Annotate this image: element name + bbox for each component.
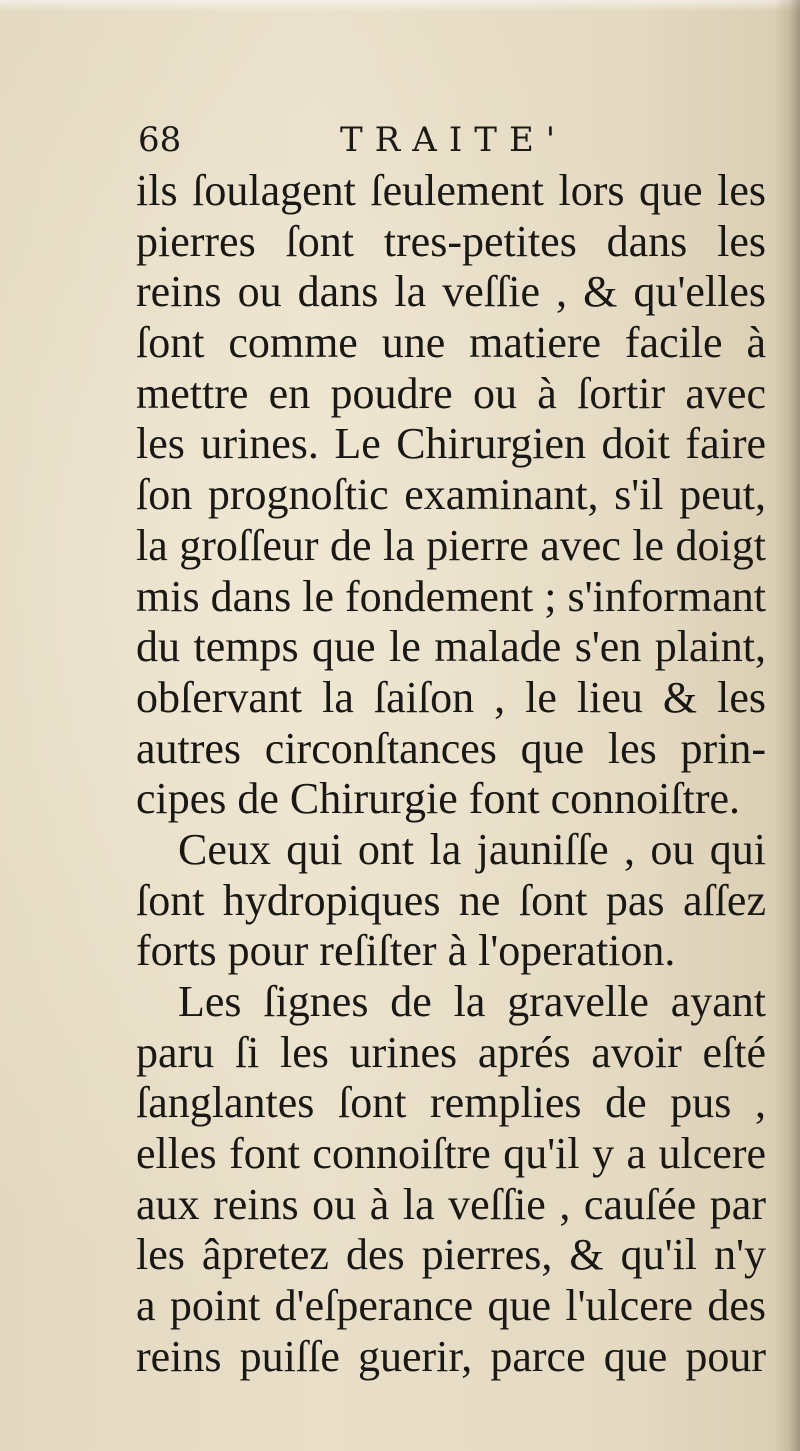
text-line: pierres ſont tres-petites dans les — [136, 216, 766, 266]
text-line: elles font connoiſtre qu'il y a ulcere — [136, 1129, 766, 1179]
text-line: les âpretez des pierres, & qu'il n'y — [136, 1230, 766, 1280]
text-line: autres circonſtances que les prin- — [136, 723, 766, 773]
page-number: 68 — [138, 120, 182, 160]
text-line: les urines. Le Chirurgien doit faire — [136, 419, 766, 469]
text-line: la groſſeur de la pierre avec le doigt — [136, 520, 766, 570]
page-top-edge — [0, 0, 800, 12]
text-line: obſervant la ſaiſon , le lieu & les — [136, 672, 766, 722]
text-line: paru ſi les urines aprés avoir eſté — [136, 1027, 766, 1077]
text-line: reins puiſſe guerir, parce que pour — [136, 1331, 766, 1381]
text-line: ils ſoulagent ſeulement lors que les — [136, 166, 766, 215]
running-title: TRAITE' — [340, 120, 568, 160]
text-line: ſont comme une matiere facile à — [136, 318, 766, 368]
page-binding-shadow — [774, 0, 800, 1451]
text-line: du temps que le malade s'en plaint, — [136, 622, 766, 672]
text-line: forts pour reſiſter à l'operation. — [136, 926, 676, 976]
text-line: ſont hydropiques ne ſont pas aſſez — [136, 875, 766, 925]
text-line: cipes de Chirurgie font connoiſtre. — [136, 774, 741, 824]
text-line: a point d'eſperance que l'ulcere des — [136, 1281, 766, 1331]
text-line: reins ou dans la veſſie , & qu'elles — [136, 267, 766, 317]
text-line: aux reins ou à la veſſie , cauſée par — [136, 1179, 766, 1229]
text-line: Ceux qui ont la jauniſſe , ou qui — [178, 824, 766, 874]
text-line: Les ſignes de la gravelle ayant — [178, 977, 766, 1026]
body-text — [136, 166, 766, 1383]
text-line: ſon prognoſtic examinant, s'il peut, — [136, 470, 766, 520]
text-line: ſanglantes ſont remplies de pus , — [136, 1078, 766, 1128]
text-line: mis dans le fondement ; s'informant — [136, 571, 766, 621]
text-line: mettre en poudre ou à ſortir avec — [136, 368, 766, 418]
running-head — [138, 114, 778, 164]
